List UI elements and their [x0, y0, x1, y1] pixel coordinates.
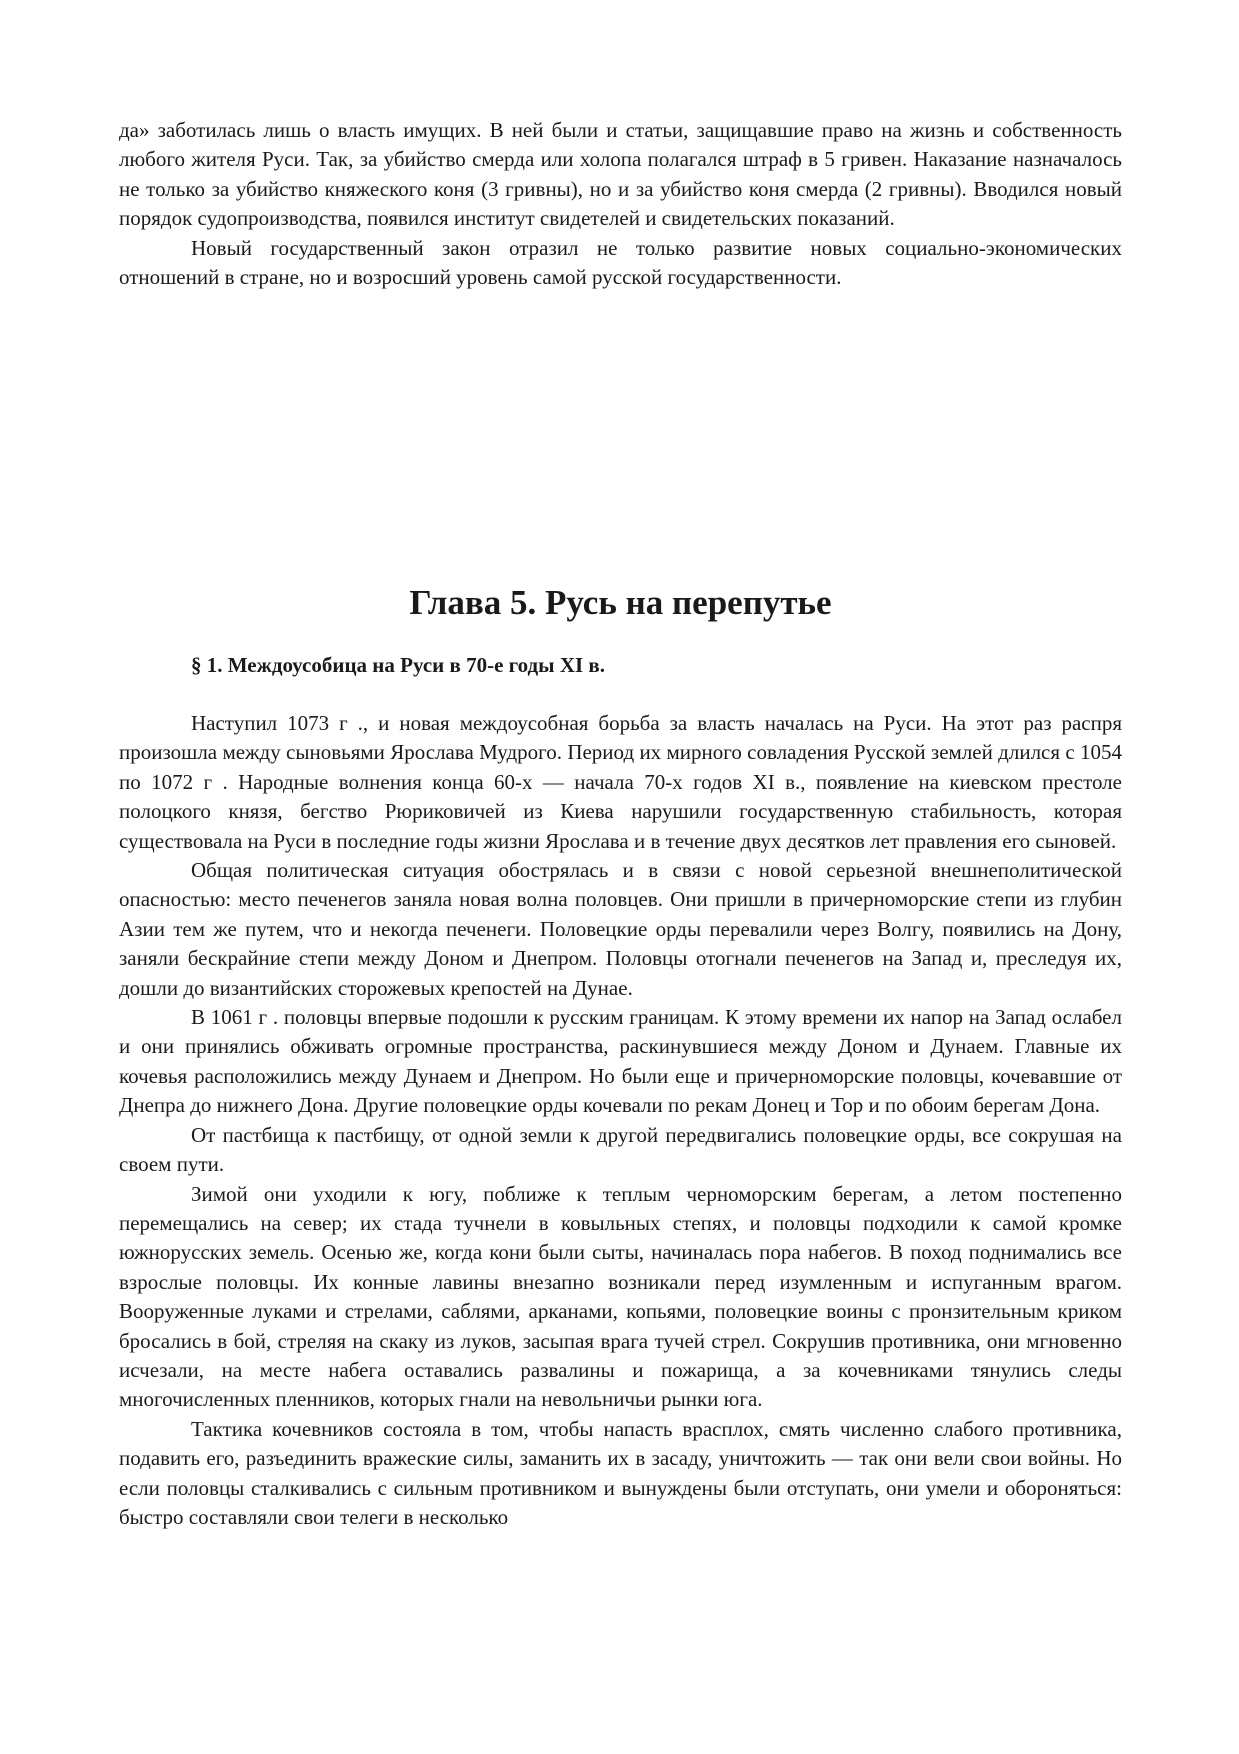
section-body: [119, 709, 1122, 1532]
paragraph: Зимой они уходили к югу, поближе к теплым черноморским берегам, а летом постепенно перемещались на север; их стада тучнели в ковыльных степях, и половцы подходили к самой кромке южнорусских земель. Осенью же, когда кони были сыты, начиналась пора набегов. В поход поднимались все взрослые половцы. Их конные лавины внезапно возникали перед изумленным и испуганным врагом. Вооруженные луками и стрелами, саблями, арканами, копьями, половецкие воины с пронзительным криком бросались в бой, стреляя на скаку из луков, засыпая врага тучей стрел. Сокрушив противника, они мгновенно исчезали, на месте набега оставались развалины и пожарища, а за кочевниками тянулись следы многочисленных пленников, которых гнали на невольничьи рынки юга.: [119, 1181, 1122, 1412]
paragraph: да» заботилась лишь о власть имущих. В ней были и статьи, защищавшие право на жизнь и собственность любого жителя Руси. Так, за убийство смерда или холопа полагался штраф в 5 гривен. Наказание назначалось не только за убийство княжеского коня (3 гривны), но и за убийство коня смерда (2 гривны). Вводился новый порядок судопроизводства, появился институт свидетелей и свидетельских показаний.: [119, 118, 1122, 231]
paragraph: В 1061 г . половцы впервые подошли к русским границам. К этому времени их напор на Запад ослабел и они принялись обживать огромные пространства, раскинувшиеся между Доном и Дунаем. Главные их кочевья расположились между Дунаем и Днепром. Но были еще и причерноморские половцы, кочевавшие от Днепра до нижнего Дона. Другие половецкие орды кочевали по рекам Донец и Тор и по обоим берегам Дона.: [119, 1005, 1122, 1118]
previous-chapter-ending: [119, 116, 1122, 292]
section-title: § 1. Междоусобица на Руси в 70-е годы XI в.: [191, 653, 606, 677]
paragraph: От пастбища к пастбищу, от одной земли к другой передвигались половецкие орды, все сокрушая на своем пути.: [119, 1122, 1122, 1177]
chapter-title: Глава 5. Русь на перепутье: [409, 583, 832, 622]
paragraph: Наступил 1073 г ., и новая междоусобная борьба за власть началась на Руси. На этот раз распря произошла между сыновьями Ярослава Мудрого. Период их мирного совладения Русской землей длился с 1054 по 1072 г . Народные волнения конца 60-х — начала 70-х годов XI в., появление на киевском престоле полоцкого князя, бегство Рюриковичей из Киева нарушили государственную стабильность, которая существовала на Руси в последние годы жизни Ярослава и в течение двух десятков лет правления его сыновей.: [119, 711, 1122, 853]
paragraph: Новый государственный закон отразил не только развитие новых социально-экономических отношений в стране, но и возросший уровень самой русской государственности.: [119, 235, 1122, 290]
paragraph: Тактика кочевников состояла в том, чтобы напасть врасплох, смять численно слабого противника, подавить его, разъединить вражеские силы, заманить их в засаду, уничтожить — так они вели свои войны. Но если половцы сталкивались с сильным противником и вынуждены были отступать, они умели и обороняться: быстро составляли свои телеги в несколько: [119, 1416, 1122, 1529]
paragraph: Общая политическая ситуация обострялась и в связи с новой серьезной внешнеполитической опасностью: место печенегов заняла новая волна половцев. Они пришли в причерноморские степи из глубин Азии тем же путем, что и некогда печенеги. Половецкие орды перевалили через Волгу, появились на Дону, заняли бескрайние степи между Доном и Днепром. Половцы отогнали печенегов на Запад и, преследуя их, дошли до византийских сторожевых крепостей на Дунае.: [119, 858, 1122, 1000]
